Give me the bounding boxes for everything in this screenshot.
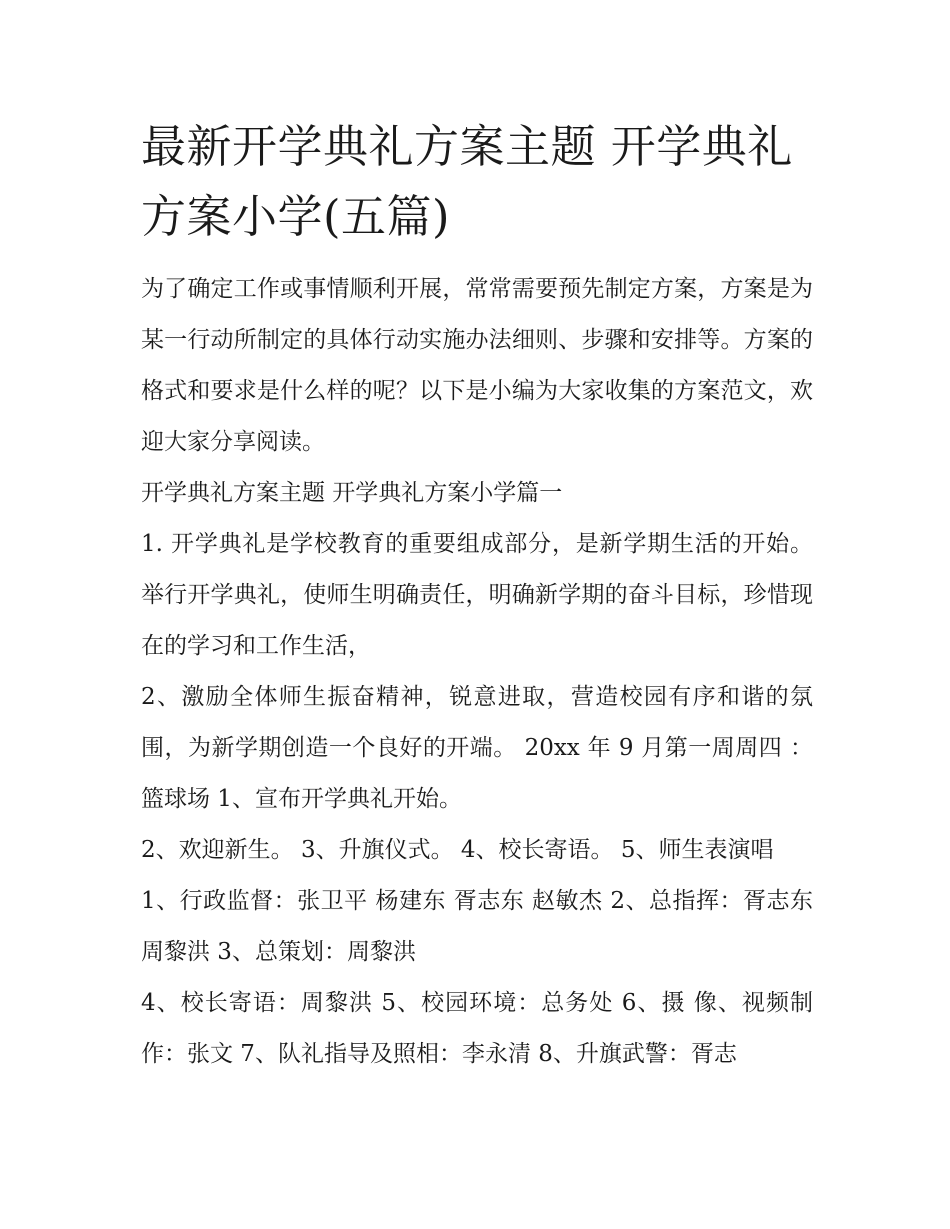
section-heading: 开学典礼方案主题 开学典礼方案小学篇一	[141, 480, 563, 506]
body-paragraph: 2、欢迎新生。 3、升旗仪式。 4、校长寄语。 5、师生表演唱	[141, 837, 774, 863]
body-paragraph: 4、校长寄语：周黎洪 5、校园环境：总务处 6、摄 像、视频制作：张文 7、队礼指导及照相：李永清 8、升旗武警：胥志	[141, 990, 813, 1067]
body-paragraph: 1. 开学典礼是学校教育的重要组成部分，是新学期生活的开始。举行开学典礼，使师生明确责任，明确新学期的奋斗目标，珍惜现在的学习和工作生活，	[141, 531, 813, 659]
body-paragraph: 1、行政监督：张卫平 杨建东 胥志东 赵敏杰 2、总指挥：胥志东 周黎洪 3、总策划：周黎洪	[141, 888, 813, 965]
intro-paragraph: 为了确定工作或事情顺利开展，常常需要预先制定方案，方案是为某一行动所制定的具体行动实施办法细则、步骤和安排等。方案的格式和要求是什么样的呢？以下是小编为大家收集的方案范文，欢迎大家分享阅读。	[141, 276, 813, 455]
document-title: 最新开学典礼方案主题 开学典礼方案小学(五篇)	[141, 120, 793, 243]
document-page	[141, 112, 813, 1080]
body-paragraph: 2、激励全体师生振奋精神，锐意进取，营造校园有序和谐的氛围，为新学期创造一个良好的开端。 20xx 年 9 月第一周周四 ：篮球场 1、宣布开学典礼开始。	[141, 684, 813, 812]
